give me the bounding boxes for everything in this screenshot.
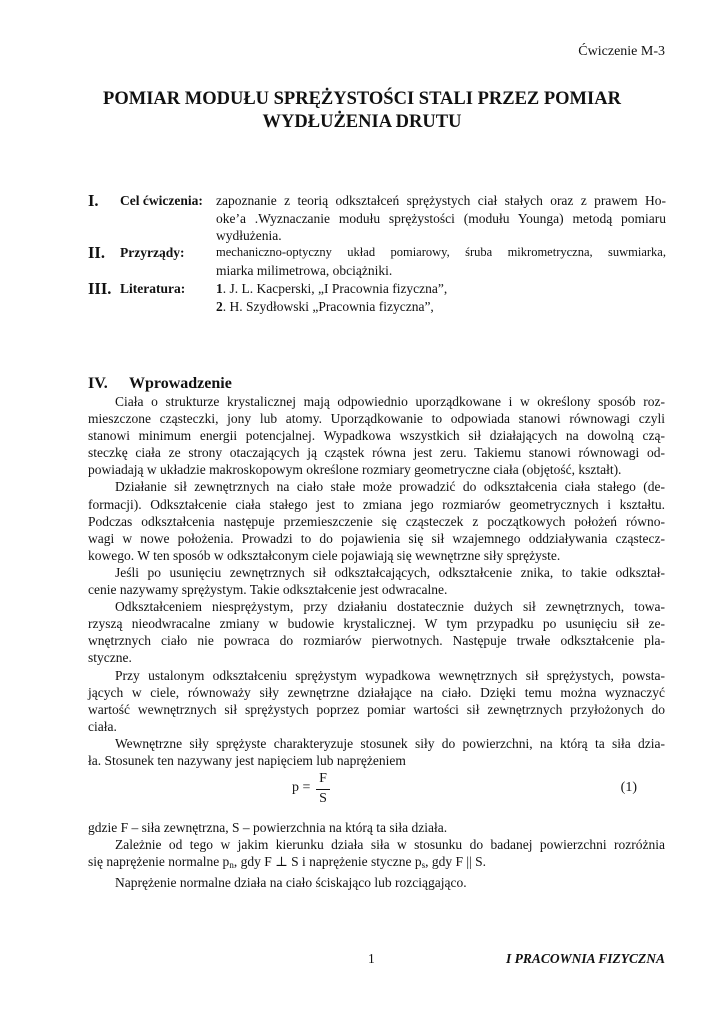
section-label-instruments: Przyrządy: <box>120 245 185 260</box>
intro-line: Odkształceniem niesprężystym, przy działaniu dostatecznie dużych sił zewnętrznych, towa- <box>115 599 665 615</box>
intro-line: cenie nazywamy sprężystym. Takie odkształcenie jest odwracalne. <box>88 582 448 598</box>
intro-line: steczkę ciała ze strony otaczających ją cząstek równa jest zeru. Takiemu stanowi równowagi od- <box>88 445 665 461</box>
formula-lhs: p = <box>292 780 311 795</box>
instruments-line: mechaniczno-optyczny układ pomiarowy, śruba mikrometryczna, suwmiarka, <box>216 245 666 259</box>
intro-number: IV. <box>88 375 108 392</box>
after-formula-line-stress: się naprężenie normalne $p_n$, gdy F ⊥ S i naprężenie styczne $p_s$, gdy F || S. <box>88 854 487 871</box>
exercise-code: Ćwiczenie M-3 <box>578 44 665 59</box>
intro-line: Podczas odkształcenia następuje przemieszczenie się cząsteczek z początkowych położeń równo- <box>88 513 665 529</box>
literature-item-2: 2. H. Szydłowski „Pracownia fizyczna”, <box>216 298 434 314</box>
intro-line: jących w ciele, równoważy siły zewnętrzne działające na ciało. Dzięki temu można wyznaczyć <box>88 684 665 700</box>
literature-item-1: 1. J. L. Kacperski, „I Pracownia fizyczna”, <box>216 281 448 296</box>
intro-line: Działanie sił zewnętrznych na ciało stałe może prowadzić do odkształcenia ciała stałego (de- <box>115 479 665 495</box>
formula-numerator: F <box>319 771 327 786</box>
section-number-goal: I. <box>88 191 99 210</box>
after-formula-body <box>88 819 665 891</box>
intro-line: formacji). Odkształcenie ciała stałego jest to zmiana jego rozmiarów geometrycznych i kształtu. <box>88 496 665 512</box>
after-formula-line: gdzie F – siła zewnętrzna, S – powierzchnia na którą ta siła działa. <box>88 820 448 835</box>
fraction-bar <box>316 789 330 790</box>
footer-course: I PRACOWNIA FIZYCZNA <box>505 951 665 966</box>
page-title <box>0 88 724 134</box>
title-line-2: WYDŁUŻENIA DRUTU <box>262 112 462 132</box>
intro-line: styczne. <box>88 650 132 666</box>
section-text-instruments <box>216 244 666 279</box>
section-number-instruments: II. <box>88 243 105 262</box>
intro-line: kowego. W ten sposób w odkształconym ciele pojawiają się wewnętrzne siły sprężyste. <box>88 547 561 563</box>
intro-line: stanowi minimum energii potencjalnej. Wypadkowa wszystkich sił działających na dowolną czą- <box>88 428 665 444</box>
section-text-goal <box>216 192 666 245</box>
goal-line: zapoznanie z teorią odkształceń sprężystych ciał stałych oraz z prawem Ho- <box>216 193 666 208</box>
goal-line: wydłużenia. <box>216 228 282 243</box>
section-label-goal: Cel ćwiczenia: <box>120 193 203 208</box>
intro-line: rzyszą nieodwracalne zmiany w budowie krystalicznej. W tym przypadku po usunięciu sił ze- <box>88 616 665 632</box>
intro-line: mieszczone cząsteczki, jony lub atomy. Uporządkowanie to odpowiada stanowi równowagi czyli <box>88 411 665 427</box>
intro-line: powiadają w układzie makroskopowym określone rozmiary geometryczne ciała (objętość, kształt). <box>88 462 622 478</box>
intro-line: Wewnętrzne siły sprężyste charakteryzuje stosunek siły do powierzchni, na którą ta siła dzia- <box>115 735 665 751</box>
intro-body <box>88 393 665 769</box>
formula-denominator: S <box>319 791 327 806</box>
after-formula-line: Naprężenie normalne działa na ciało ściskająco lub rozciągająco. <box>115 875 467 891</box>
title-line-1: POMIAR MODUŁU SPRĘŻYSTOŚCI STALI PRZEZ POMIAR <box>103 89 621 109</box>
intro-line: Przy ustalonym odkształceniu sprężystym wypadkowa wewnętrznych sił sprężystych, powsta- <box>115 667 665 683</box>
intro-line: ła. Stosunek ten nazywany jest napięciem lub naprężeniem <box>88 752 406 768</box>
intro-line: Jeśli po usunięciu zewnętrznych sił odkształcających, odkształcenie znika, to takie odkształ- <box>115 564 665 580</box>
goal-line: oke’a .Wyznaczanie modułu sprężystości (modułu Younga) metodą pomiaru <box>216 210 666 226</box>
intro-line: wagi w nowe położenia. Prowadzi to do pojawienia się sił wzajemnego oddziaływania cząstecz- <box>88 530 665 546</box>
section-number-literature: III. <box>88 279 112 298</box>
intro-line: wartość wewnętrznych sił sprężystych poprzez pomiar wartości sił zewnętrznych przyłożonych do <box>88 701 665 717</box>
page-number: 1 <box>368 951 375 966</box>
intro-title: Wprowadzenie <box>129 375 232 392</box>
intro-line: ciała. <box>88 718 117 734</box>
instruments-line: miarka milimetrowa, obciążniki. <box>216 262 393 278</box>
formula-number: (1) <box>620 780 637 795</box>
intro-line: wnętrznych ciało nie powraca do rozmiarów pierwotnych. Następuje trwałe odkształcenie pla- <box>88 633 665 649</box>
section-text-literature <box>216 280 666 315</box>
after-formula-line: Zależnie od tego w jakim kierunku działa siła w stosunku do badanej powierzchni rozróżnia <box>115 837 665 853</box>
section-label-literature: Literatura: <box>120 281 186 296</box>
intro-line: Ciała o strukturze krystalicznej mają odpowiednio uporządkowane i w określony sposób roz- <box>115 394 665 409</box>
